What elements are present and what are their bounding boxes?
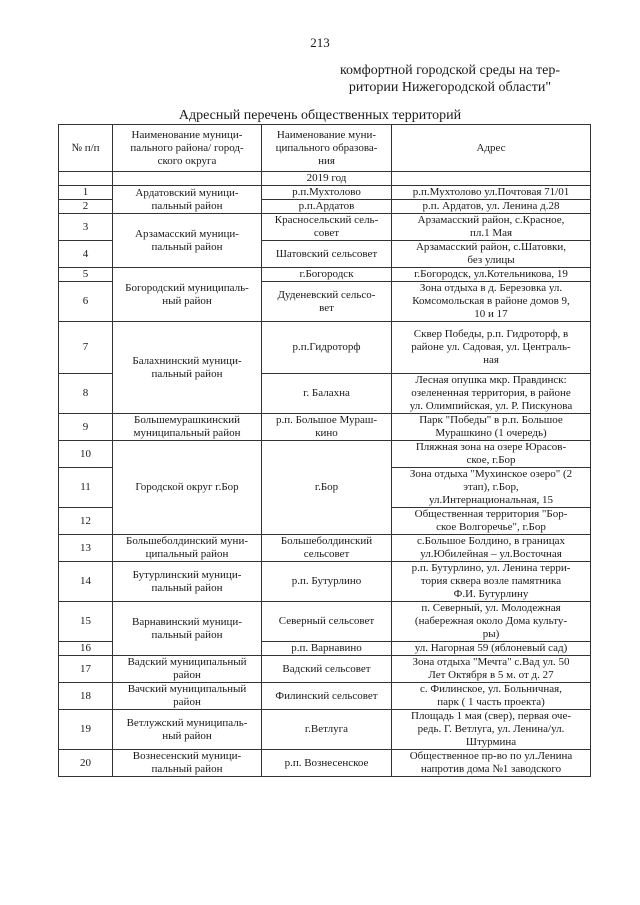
table-row bbox=[59, 750, 591, 777]
row-number: 11 bbox=[59, 468, 113, 508]
cell-line: без улицы bbox=[467, 254, 515, 266]
cell-line: напротив дома №1 заводского bbox=[420, 763, 562, 775]
year-label: 2019 год bbox=[262, 172, 392, 186]
cell-line: Ф.И. Бутурлину bbox=[453, 588, 529, 600]
cell-line: р.п. Вознесенское bbox=[284, 756, 369, 769]
district-name bbox=[113, 710, 262, 750]
cell-line: редь. Г. Ветлуга, ул. Ленина/ул. bbox=[417, 723, 565, 735]
row-number: 1 bbox=[59, 186, 113, 200]
municipality-name bbox=[262, 683, 392, 710]
address bbox=[392, 508, 591, 535]
municipality-name bbox=[262, 200, 392, 214]
cell-line: Вадский сельсовет bbox=[282, 662, 371, 675]
cell-line: муниципальный район bbox=[133, 427, 241, 439]
cell-line: п. Северный, ул. Молодежная bbox=[421, 602, 561, 614]
row-number: 9 bbox=[59, 414, 113, 441]
address bbox=[392, 710, 591, 750]
address bbox=[392, 683, 591, 710]
municipality-name bbox=[262, 374, 392, 414]
cell-line: р.п. Бутурлино, ул. Ленина терри- bbox=[411, 562, 571, 574]
cell-line: ры) bbox=[482, 628, 500, 640]
cell-line: озелененная территория, в районе bbox=[411, 387, 571, 399]
table-row bbox=[59, 656, 591, 683]
column-header-district bbox=[113, 125, 262, 172]
header-line: Наименование муни- bbox=[276, 128, 377, 141]
cell-line: Ардатовский муници- bbox=[135, 186, 239, 199]
address bbox=[392, 414, 591, 441]
address bbox=[392, 214, 591, 241]
cell-line: Бутурлинский муници- bbox=[132, 568, 242, 581]
district-name bbox=[113, 214, 262, 268]
municipality-name bbox=[262, 282, 392, 322]
district-name bbox=[113, 750, 262, 777]
cell-line: Вачский муниципальный bbox=[127, 683, 247, 695]
table-row bbox=[59, 710, 591, 750]
address bbox=[392, 468, 591, 508]
cell-line: сельсовет bbox=[303, 548, 350, 560]
municipality-name bbox=[262, 414, 392, 441]
table-row bbox=[59, 683, 591, 710]
cell-line: г. Балахна bbox=[303, 387, 350, 399]
row-number: 6 bbox=[59, 282, 113, 322]
table-row bbox=[59, 322, 591, 374]
row-number: 8 bbox=[59, 374, 113, 414]
municipality-name bbox=[262, 562, 392, 602]
district-name bbox=[113, 562, 262, 602]
cell-line: Варнавинский муници- bbox=[132, 615, 242, 628]
cell-line: р.п.Мухтолово ул.Почтовая 71/01 bbox=[412, 186, 570, 198]
municipality-name bbox=[262, 750, 392, 777]
district-name bbox=[113, 186, 262, 214]
address bbox=[392, 282, 591, 322]
cell-line: с.Большое Болдино, в границах bbox=[417, 535, 565, 547]
row-number: 12 bbox=[59, 508, 113, 535]
cell-line: ный район bbox=[162, 729, 212, 742]
municipality-name bbox=[262, 710, 392, 750]
header-line: ского округа bbox=[157, 154, 217, 167]
cell-line: г.Богородск bbox=[299, 268, 354, 280]
table-row bbox=[59, 535, 591, 562]
table-title: Адресный перечень общественных территорий bbox=[178, 108, 462, 123]
cell-line: пальный район bbox=[151, 581, 223, 594]
district-name bbox=[113, 441, 262, 535]
column-header-number: № п/п bbox=[59, 125, 113, 172]
cell-line: р.п. Варнавино bbox=[291, 642, 362, 654]
cell-line: парк ( 1 часть проекта) bbox=[437, 696, 545, 708]
cell-line: Вадский муниципальный bbox=[127, 656, 247, 668]
municipality-name bbox=[262, 535, 392, 562]
row-number: 15 bbox=[59, 602, 113, 642]
cell-line: кино bbox=[315, 427, 338, 439]
table-row bbox=[59, 414, 591, 441]
cell-line: р.п.Гидроторф bbox=[292, 341, 361, 353]
cell-line: ципальный район bbox=[145, 548, 229, 560]
district-name bbox=[113, 535, 262, 562]
cell-line: Вознесенский муници- bbox=[132, 750, 242, 762]
cell-line: Большеболдинский bbox=[280, 535, 373, 547]
municipality-name bbox=[262, 322, 392, 374]
district-name bbox=[113, 602, 262, 656]
cell-line: Городской округ г.Бор bbox=[135, 481, 239, 493]
municipality-name bbox=[262, 602, 392, 642]
cell-line: г.Бор bbox=[314, 481, 339, 493]
cell-line: Лесная опушка мкр. Правдинск: bbox=[415, 374, 567, 386]
heading-line-1: комфортной городской среды на тер- bbox=[339, 63, 561, 78]
municipality-name bbox=[262, 441, 392, 535]
cell-line: Дуденевский сельсо- bbox=[277, 288, 376, 301]
year-row-empty-cell bbox=[113, 172, 262, 186]
address bbox=[392, 562, 591, 602]
cell-line: пальный район bbox=[151, 199, 223, 212]
row-number: 16 bbox=[59, 642, 113, 656]
cell-line: Комсомольская в районе домов 9, bbox=[412, 295, 570, 307]
cell-line: Красносельский сель- bbox=[274, 214, 379, 226]
municipality-name bbox=[262, 656, 392, 683]
cell-line: Мурашкино (1 очередь) bbox=[435, 427, 547, 439]
cell-line: пальный район bbox=[151, 628, 223, 641]
cell-line: 10 и 17 bbox=[474, 308, 508, 320]
cell-line: Филинский сельсовет bbox=[275, 689, 378, 702]
header-line: ципального образова- bbox=[275, 141, 378, 154]
row-number: 19 bbox=[59, 710, 113, 750]
year-row-empty-cell bbox=[59, 172, 113, 186]
table-body bbox=[59, 186, 591, 777]
cell-line: р.п. Большое Мураш- bbox=[275, 414, 378, 426]
cell-line: р.п.Мухтолово bbox=[292, 186, 361, 198]
row-number: 10 bbox=[59, 441, 113, 468]
year-row-empty-cell bbox=[392, 172, 591, 186]
address bbox=[392, 322, 591, 374]
address bbox=[392, 241, 591, 268]
cell-line: этап), г.Бор, bbox=[463, 481, 519, 493]
address bbox=[392, 200, 591, 214]
cell-line: пл.1 Мая bbox=[469, 227, 513, 239]
district-name bbox=[113, 322, 262, 414]
cell-line: Зона отдыха "Мечта" с.Вад ул. 50 bbox=[412, 656, 570, 668]
cell-line: Ветлужский муниципаль- bbox=[126, 716, 248, 729]
cell-line: ул.Интернациональная, 15 bbox=[428, 494, 554, 506]
cell-line: ское Волгоречье", г.Бор bbox=[436, 521, 546, 533]
cell-line: Большемурашкинский bbox=[134, 414, 240, 426]
row-number: 3 bbox=[59, 214, 113, 241]
cell-line: район bbox=[173, 669, 201, 681]
cell-line: Зона отдыха "Мухинское озеро" (2 bbox=[409, 468, 573, 480]
cell-line: пальный район bbox=[151, 763, 223, 775]
cell-line: г.Ветлуга bbox=[304, 723, 349, 735]
district-name bbox=[113, 268, 262, 322]
cell-line: Площадь 1 мая (свер), первая оче- bbox=[411, 710, 571, 722]
row-number: 17 bbox=[59, 656, 113, 683]
cell-line: Большеболдинский муни- bbox=[126, 535, 248, 547]
cell-line: ный район bbox=[162, 294, 212, 307]
cell-line: ул.Юбилейная – ул.Восточная bbox=[420, 548, 562, 560]
cell-line: Шатовский сельсовет bbox=[275, 247, 378, 260]
cell-line: пальный район bbox=[151, 240, 223, 253]
cell-line: р.п. Бутурлино bbox=[291, 575, 362, 587]
cell-line: ское, г.Бор bbox=[466, 454, 516, 466]
district-name bbox=[113, 683, 262, 710]
cell-line: тория сквера возле памятника bbox=[420, 575, 562, 587]
address bbox=[392, 374, 591, 414]
cell-line: совет bbox=[313, 227, 340, 239]
row-number: 7 bbox=[59, 322, 113, 374]
cell-line: вет bbox=[319, 301, 334, 314]
row-number: 20 bbox=[59, 750, 113, 777]
page-number: 213 bbox=[310, 35, 330, 50]
row-number: 4 bbox=[59, 241, 113, 268]
address bbox=[392, 602, 591, 642]
cell-line: Лет Октября в 5 м. от д. 27 bbox=[428, 669, 554, 681]
address bbox=[392, 535, 591, 562]
cell-line: Сквер Победы, р.п. Гидроторф, в bbox=[413, 328, 569, 340]
cell-line: ул. Олимпийская, ул. Р. Пискунова bbox=[409, 400, 573, 412]
address bbox=[392, 268, 591, 282]
cell-line: районе ул. Садовая, ул. Централь- bbox=[411, 341, 571, 353]
table-row bbox=[59, 268, 591, 282]
row-number: 14 bbox=[59, 562, 113, 602]
table-row bbox=[59, 441, 591, 468]
table-row bbox=[59, 602, 591, 642]
cell-line: Зона отдыха в д. Березовка ул. bbox=[419, 282, 563, 294]
cell-line: Балахнинский муници- bbox=[132, 354, 242, 367]
header-line: пального района/ город- bbox=[130, 141, 244, 154]
row-number: 18 bbox=[59, 683, 113, 710]
address bbox=[392, 656, 591, 683]
address bbox=[392, 642, 591, 656]
cell-line: Арзамасский муници- bbox=[135, 227, 239, 240]
column-header-municipality bbox=[262, 125, 392, 172]
cell-line: (набережная около Дома культу- bbox=[414, 615, 568, 627]
municipality-name bbox=[262, 214, 392, 241]
table-row bbox=[59, 562, 591, 602]
cell-line: г.Богородск, ул.Котельникова, 19 bbox=[414, 268, 568, 280]
municipality-name bbox=[262, 268, 392, 282]
municipality-name bbox=[262, 241, 392, 268]
cell-line: ул. Нагорная 59 (яблоневый сад) bbox=[414, 642, 568, 654]
municipality-name bbox=[262, 186, 392, 200]
address bbox=[392, 441, 591, 468]
cell-line: Общественное пр-во по ул.Ленина bbox=[409, 750, 573, 762]
table-header-row bbox=[59, 125, 591, 172]
table-row bbox=[59, 186, 591, 200]
row-number: 5 bbox=[59, 268, 113, 282]
cell-line: пальный район bbox=[151, 367, 223, 380]
cell-line: Богородский муниципаль- bbox=[125, 281, 249, 294]
header-line: ния bbox=[318, 154, 335, 167]
year-row bbox=[59, 172, 591, 186]
table-row bbox=[59, 214, 591, 241]
district-name bbox=[113, 414, 262, 441]
cell-line: Парк "Победы" в р.п. Большое bbox=[419, 414, 563, 426]
row-number: 2 bbox=[59, 200, 113, 214]
cell-line: р.п. Ардатов, ул. Ленина д.28 bbox=[422, 200, 560, 212]
municipality-name bbox=[262, 642, 392, 656]
cell-line: Арзамасский район, с.Красное, bbox=[417, 214, 565, 226]
district-name bbox=[113, 656, 262, 683]
cell-line: район bbox=[173, 696, 201, 708]
cell-line: Штурмина bbox=[465, 736, 517, 748]
document-heading bbox=[300, 62, 600, 96]
cell-line: Северный сельсовет bbox=[278, 615, 375, 627]
cell-line: Арзамасский район, с.Шатовки, bbox=[415, 241, 567, 253]
address bbox=[392, 186, 591, 200]
heading-line-2: ритории Нижегородской области" bbox=[348, 80, 552, 95]
address bbox=[392, 750, 591, 777]
header-line: Наименование муници- bbox=[131, 128, 243, 141]
cell-line: ная bbox=[483, 354, 499, 366]
row-number: 13 bbox=[59, 535, 113, 562]
cell-line: Общественная территория "Бор- bbox=[414, 508, 568, 520]
column-header-address: Адрес bbox=[392, 125, 591, 172]
territories-table bbox=[58, 124, 591, 777]
cell-line: с. Филинское, ул. Больничная, bbox=[420, 683, 562, 695]
cell-line: Пляжная зона на озере Юрасов- bbox=[415, 441, 567, 453]
cell-line: р.п.Ардатов bbox=[298, 200, 355, 212]
